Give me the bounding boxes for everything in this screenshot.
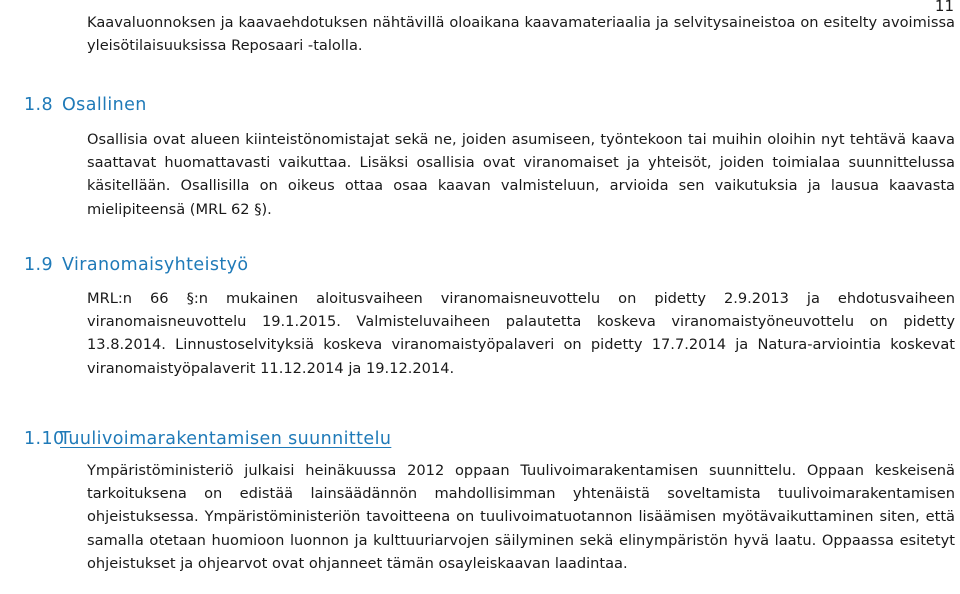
section-number: 1.10 [24, 429, 65, 449]
section-title: Viranomaisyhteistyö [62, 255, 249, 275]
osallinen-paragraph: Osallisia ovat alueen kiinteistönomistajat sekä ne, joiden asumiseen, työntekoon tai muihin oloihin nyt tehtävä kaava saattavat huomattavasti vaikuttaa. Lisäksi osallisia ovat viranomaiset ja yhteisöt, joiden toimialaa suunnittelussa käsitellään. Osallisilla on oikeus ottaa osaa kaavan valmisteluun, arvioida sen vaikutuksia ja lausua kaavasta mielipiteensä (MRL 62 §). [87, 131, 955, 218]
viranomaisyhteistyo-paragraph: MRL:n 66 §:n mukainen aloitusvaiheen viranomaisneuvottelu on pidetty 2.9.2013 ja ehdotusvaiheen viranomaisneuvottelu 19.1.2015. Valmisteluvaiheen palautetta koskeva viranomaistyöneuvottelu on pidetty 13.8.2014. Linnustoselvityksiä koskeva viranomaistyöpalaveri on pidetty 17.7.2014 ja Natura-arviointia koskevat viranomaistyöpalaverit 11.12.2014 ja 19.12.2014. [87, 290, 955, 377]
tuulivoima-paragraph: Ympäristöministeriö julkaisi heinäkuussa 2012 oppaan Tuulivoimarakentamisen suunnittelu. Oppaan keskeisenä tarkoituksena on edistää lainsäädännön mahdollisimman yhtenäistä soveltamista tuulivoimarakentamisen ohjeistuksessa. Ympäristöministeriön tavoitteena on tuulivoimatuotannon lisäämisen myötävaikuttaminen siten, että samalla otetaan huomioon luonnon ja kulttuuriarvojen säilyminen sekä elinympäristön hyvä laatu. Oppaassa esitetyt ohjeistukset ja ohjearvot ovat ohjanneet tämän osayleiskaavan laadintaa. [87, 462, 955, 572]
section-heading-osallinen [24, 94, 147, 116]
intro-paragraph: Kaavaluonnoksen ja kaavaehdotuksen nähtävillä oloaikana kaavamateriaalia ja selvitysaineistoa on esitelty avoimissa yleisötilaisuuksissa Reposaari -talolla. [87, 14, 955, 55]
section-title: Tuulivoimarakentamisen suunnittelu [60, 429, 392, 449]
section-title: Osallinen [62, 95, 147, 115]
page-number: 11 [934, 0, 954, 15]
section-number: 1.8 [24, 95, 54, 115]
section-number: 1.9 [24, 255, 54, 275]
section-heading-viranomaisyhteistyo [24, 254, 249, 276]
section-heading-tuulivoima [24, 428, 391, 450]
